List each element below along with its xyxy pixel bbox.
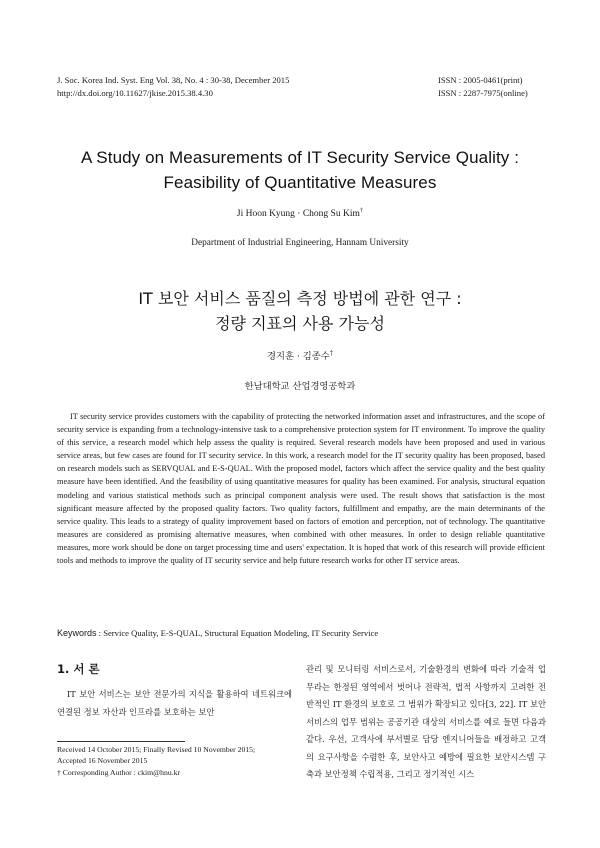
section-heading-introduction: 1. 서 론 [57,662,100,676]
abstract: IT security service provides customers with the capability of protecting the networked information asset and infrastructures, and the scope of security service is expanding from a technology-intensive task to a comprehensive protection system for IT environment. To improve the quality of this service, a research model which help assess the quality is required. Several research models have been proposed and used in various service areas, but few cases are found for IT security service. In this work, a research model for the IT security quality has been proposed, based on research models such as SERVQUAL and E-S-QUAL. With the proposed model, factors which affect the service quality and the best quality measure have been identified. And the feasibility of using quantitative measures for quality has been examined. For analysis, structural equation modeling and various statistical methods such as principal component analysis were used. The result shows that satisfaction is the most significant measure affected by the proposed quality factors. Two quality factors, fulfillment and empathy, are the main determinants of the service quality. This leads to a strategy of quality improvement based on factors of emotion and perception, not of technology. The quantitative measures are considered as promising alternative measures, when combined with other measures. In order to design reliable quantitative measures, more work should be done on target processing time and users' expectation. It is hoped that work of this research will provide efficient tools and methods to improve the quality of IT security service and help future research works for other IT service areas. [57,412,545,566]
body-text-right-column: 관리 및 모니터링 서비스로서, 기술환경의 변화에 따라 기술적 업무라는 한정된 영역에서 벗어나 전략적, 법적 사항까지 고려한 전반적인 IT 환경의 보호로 그 범위가 확장되고 있다[3, 22]. IT 보안 서비스의 업무 범위는 공공기관 대상의 서비스를 예로 들면 다음과 같다. 우선, 고객사에 부서별로 담당 엔지니어들을 배정하고 고객의 요구사항을 수렴한 후, 보안사고 예방에 필요한 보안시스템 구축과 보안정책 수립적용, 그리고 정기적인 시스 [306,664,546,779]
keywords [57,628,557,638]
english-authors [40,207,560,219]
issn-block [438,74,578,100]
english-title [40,145,560,195]
issn-print: ISSN : 2005-0461(print) [438,75,523,85]
corresponding-author: † Corresponding Author : ckim@hnu.kr [57,767,181,777]
korean-title-line2: 정량 지표의 사용 가능성 [215,314,385,333]
english-title-line1: A Study on Measurements of IT Security Service Quality : [80,148,520,167]
journal-header [57,74,387,100]
korean-title [40,286,560,336]
issn-online: ISSN : 2287-7975(online) [438,88,528,98]
korean-title-line1: IT 보안 서비스 품질의 측정 방법에 관한 연구 : [138,289,462,308]
body-text-left-column: IT 보안 서비스는 보안 전문가의 지식을 활용하여 네트워크에 연결된 정보 자산과 인프라를 보호하는 보안 [57,689,292,717]
korean-authors [40,348,560,362]
english-affiliation: Department of Industrial Engineering, Hannam University [191,238,409,248]
accepted-date: Accepted 16 November 2015 [57,756,148,766]
footnote [57,744,297,778]
english-title-line2: Feasibility of Quantitative Measures [163,173,437,192]
keywords-separator: : [96,628,104,638]
keywords-text: Service Quality, E-S-QUAL, Structural Equation Modeling, IT Security Service [103,628,379,638]
korean-author-names: 경지훈 · 김종수 [266,351,330,362]
received-date: Received 14 October 2015; Finally Revised 10 November 2015; [57,745,256,754]
corresponding-mark: † [359,207,364,214]
korean-affiliation: 한남대학교 산업경영공학과 [244,381,356,392]
english-author-names: Ji Hoon Kyung · Chong Su Kim [236,209,360,220]
keywords-label: Keywords [57,628,97,638]
doi-line: http://dx.doi.org/10.11627/jkise.2015.38.4.30 [57,88,213,98]
footnote-divider [57,741,185,742]
korean-corresponding-mark: † [329,348,333,357]
journal-citation: J. Soc. Korea Ind. Syst. Eng Vol. 38, No. 4 : 30-38, December 2015 [57,75,290,85]
